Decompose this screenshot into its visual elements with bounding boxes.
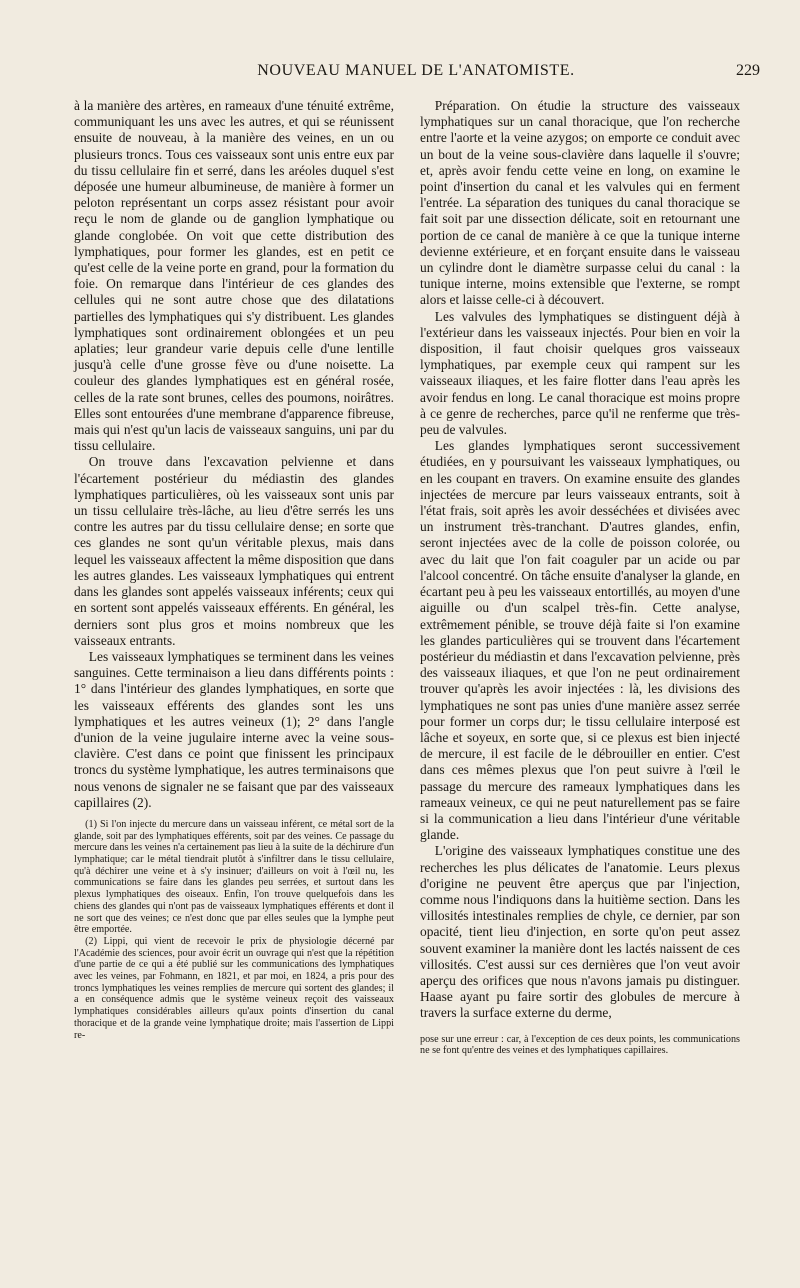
footnote-1: (1) Si l'on injecte du mercure dans un vaisseau inférent, ce métal sort de la glande, soit par des lymphatiques efférents, soit par des veines. Ce passage du mercure dans les veines n'a certainement pas lieu à la suite de la déchirure d'un lymphatique; car le métal tiendrait plutôt à s'infiltrer dans le tissu cellulaire, qu'à déchirer une veine et à s'y insinuer; d'ailleurs on voit à l'œil nu, les communications se faire dans les glandes peu serrées, et surtout dans les plexus lymphatiques des oiseaux. Enfin, l'on trouve quelquefois dans les chiens des glandes qui n'ont pas de vaisseaux lymphatiques efférents et dont il ne sort que des veines; ce n'est donc que par elles seules que la lymphe peut être emportée. [74,818,394,936]
page-header [72,62,760,86]
running-title: NOUVEAU MANUEL DE L'ANATOMISTE. [257,62,575,79]
right-paragraph-1: Préparation. On étudie la structure des vaisseaux lymphatiques sur un canal thoracique, que l'on recherche entre l'aorte et la veine azygos; on emporte ce conduit avec un bout de la veine sous-clavière dans laquelle il s'ouvre; et, après avoir fendu cette veine en long, on examine le point d'insertion du canal et les valvules qui en ferment l'entrée. La séparation des tuniques du canal thoracique se fait soit par une dissection délicate, soit en retournant une portion de ce canal de manière à ce que la tunique interne devienne extérieure, et en forçant ensuite dans le vaisseau un cylindre dont le diamètre surpasse celui du canal : la tunique interne, moins extensible que l'externe, se rompt alors et laisse celle-ci à découvert. [420,98,740,308]
right-column [420,98,740,1057]
right-paragraph-2: Les valvules des lymphatiques se distinguent déjà à l'extérieur dans les vaisseaux injectés. Pour bien en voir la disposition, il faut choisir quelques gros vaisseaux lymphatiques, par exemple ceux qui rampent sur les vaisseaux iliaques, et les faire flotter dans l'eau après les avoir fendus en long. Le canal thoracique est moins propre à ce genre de recherches, parce qu'il ne renferme que très-peu de valvules. [420,308,740,438]
left-footnotes [74,819,394,1041]
left-column [74,98,394,1041]
left-body-text [74,98,394,811]
right-paragraph-4: L'origine des vaisseaux lymphatiques constitue une des recherches les plus délicates de l'anatomie. Leurs plexus d'origine ne peuvent être aperçus que par l'injection, comme nous l'indiquons dans la huitième section. Dans les villosités intestinales remplies de chyle, ce dernier, par son opacité, tient lieu d'injection, en sorte qu'on peut assez souvent examiner la manière dont les lactés naissent de ces villosités. C'est aussi sur ces dernières que l'on veut avoir aperçu des orifices que nous n'avons jamais pu distinguer. Haase ayant pu faire sortir des globules de mercure à travers la surface externe du derme, [420,843,740,1021]
right-body-text [420,98,740,1022]
right-paragraph-3: Les glandes lymphatiques seront successivement étudiées, en y poursuivant les vaisseaux lymphatiques, ou en les coupant en travers. On examine ensuite des glandes injectées de mercure par leurs vaisseaux entrants, soit à l'état frais, soit après les avoir desséchées et divisées avec un instrument très-tranchant. D'autres glandes, enfin, seront injectées avec de la colle de poisson colorée, ou avec du lait que l'on fait coaguler par un acide ou par l'alcool concentré. On tâche ensuite d'analyser la glande, en écartant peu à peu les vaisseaux entortillés, au moyen d'une aiguille ou d'un scalpel très-fin. Cette analyse, extrêmement pénible, se trouve déjà faite si l'on examine les glandes particulières qui se trouvent dans l'écartement postérieur du médiastin et dans l'excavation pelvienne, près des vaisseaux iliaques, et que l'on ne peut ordinairement trouver qu'après les avoir injectées : là, les divisions des lymphatiques ne sont pas unies d'une manière assez serrée pour former un corps dur; le tissu cellulaire interposé est lâche et soyeux, en sorte que, si ce plexus est bien injecté de mercure, il est facile de le débrouiller en entier. C'est dans ces mêmes plexus que l'on peut suivre à l'œil le passage du mercure des rameaux lymphatiques dans les rameaux veineux, ce qui ne peut naturellement pas se faire si la communication a lieu dans l'intérieur d'une véritable glande. [420,438,740,843]
page-number: 229 [736,62,760,79]
footnote-2-continuation: pose sur une erreur : car, à l'exception de ces deux points, les communications ne se font qu'entre des veines et des lymphatiques capillaires. [420,1033,740,1057]
left-paragraph-2: On trouve dans l'excavation pelvienne et dans l'écartement postérieur du médiastin des glandes lymphatiques particulières, où les vaisseaux sont unis par un tissu cellulaire très-lâche, au lieu d'être serrés les uns contre les autres par du tissu cellulaire dense; en sorte que ces glandes ne sont qu'un véritable plexus, mais dans lequel les vaisseaux affectent la même disposition que dans les autres glandes. Les vaisseaux lymphatiques qui entrent dans les glandes sont appelés vaisseaux inférents; ceux qui en sortent sont appelés vaisseaux efférents. En général, les derniers sont plus gros et moins nombreux que les vaisseaux entrants. [74,454,394,648]
left-paragraph-3: Les vaisseaux lymphatiques se terminent dans les veines sanguines. Cette terminaison a lieu dans différents points : 1° dans l'intérieur des glandes lymphatiques, en sorte que les vaisseaux efférents des glandes sont les uns lymphatiques et les autres veineux (1); 2° dans l'angle d'union de la veine jugulaire interne avec la veine sous-clavière. C'est dans ce point que finissent les principaux troncs du système lymphatique, les autres terminaisons que nous venons de signaler ne se faisant que par des vaisseaux capillaires (2). [74,648,394,810]
left-paragraph-1: à la manière des artères, en rameaux d'une ténuité extrême, communiquant les uns avec les autres, et qui se réunissent ensuite de nouveau, à la manière des veines, en un ou plusieurs troncs. Tous ces vaisseaux sont unis entre eux par du tissu cellulaire fin et serré, dans les aréoles duquel s'est déposée une humeur albumineuse, de manière à former un peloton représentant un corps assez résistant pour avoir reçu le nom de glande ou de ganglion lymphatique ou glande conglobée. On voit que cette distribution des lymphatiques, pour former les glandes, est en petit ce qu'est celle de la veine porte en grand, pour la formation du foie. On remarque dans l'intérieur de ces glandes des cellules qui ne sont autre chose que des dilatations partielles des lymphatiques qui s'y distribuent. Les glandes lymphatiques sont ordinairement oblongées et un peu aplaties; leur grandeur varie depuis celle d'une lentille jusqu'à celle d'une grosse fève ou d'une noisette. La couleur des glandes lymphatiques est en général rosée, celles de la rate sont brunes, celles des poumons, noirâtres. Elles sont entourées d'une membrane d'apparence fibreuse, mais qui n'est qu'un lacis de vaisseaux sanguins, uni par du tissu cellulaire. [74,98,394,454]
right-footnotes [420,1034,740,1057]
footnote-2: (2) Lippi, qui vient de recevoir le prix de physiologie décerné par l'Académie des sciences, pour avoir écrit un ouvrage qui n'est que la répétition d'une partie de ce qui a été publié sur les communications des lymphatiques avec les veines, par Fohmann, en 1821, et par moi, en 1824, a pris pour des troncs lymphatiques les veines remplies de mercure qui sortent des glandes; il a en conséquence admis que le système veineux reçoit des vaisseaux lymphatiques considérables ailleurs qu'aux points d'insertion du canal thoracique et de la grande veine lymphatique droite; mais l'assertion de Lippi re- [74,935,394,1041]
